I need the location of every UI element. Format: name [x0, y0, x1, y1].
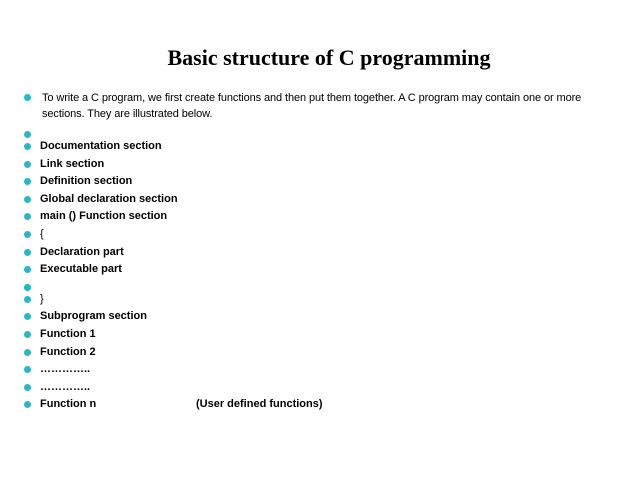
bullet-text: …………..: [40, 363, 91, 376]
bullet-text: Documentation section: [40, 140, 162, 152]
bullet-dot-icon: [24, 231, 31, 238]
bullet-text: main () Function section: [40, 210, 168, 223]
bullet-text: Global declaration section: [40, 192, 178, 205]
bullet-item-subprogram: [24, 308, 624, 326]
bullet-item-function-n: [24, 396, 624, 414]
bullet-dot-icon: [24, 331, 31, 338]
bullet-text: Function n: [40, 398, 97, 411]
bullet-text: Declaration part: [40, 245, 124, 258]
bullet-item-close-brace: [24, 291, 624, 309]
bullet-dot-icon: [24, 266, 31, 273]
bullet-dot-icon: [24, 143, 31, 150]
bullet-item-function-2: [24, 344, 624, 362]
slide-title: Basic structure of C programming: [167, 45, 491, 70]
bullet-dot-icon: [24, 296, 31, 303]
bullet-dot-icon: [24, 384, 31, 391]
bullet-item-link: [24, 156, 624, 174]
bullet-dot-icon: [24, 196, 31, 203]
bullet-item-function-1: [24, 326, 624, 344]
bullet-list: [24, 90, 624, 414]
bullet-dot-icon: [24, 401, 31, 408]
bullet-item-open-brace: [24, 226, 624, 244]
bullet-dot-icon: [24, 313, 31, 320]
bullet-dot-icon: [24, 178, 31, 185]
bullet-dot-icon: [24, 284, 31, 291]
bullet-text: Function 1: [40, 327, 96, 340]
bullet-dot-icon: [24, 366, 31, 373]
bullet-text: Subprogram section: [40, 310, 147, 323]
bullet-text: Definition section: [40, 175, 133, 188]
bullet-text: }: [40, 292, 44, 305]
bullet-text: Link section: [40, 157, 105, 170]
bullet-item-ellipsis: [24, 379, 624, 397]
intro-text: To write a C program, we first create functions and then put them together. A C program may contain one or more sections. They are illustrated below.: [42, 92, 582, 120]
user-defined-note: (User defined functions): [196, 398, 323, 411]
bullet-item-intro: [24, 90, 624, 126]
bullet-dot-icon: [24, 213, 31, 220]
bullet-text: Executable part: [40, 263, 122, 276]
bullet-text: {: [40, 227, 44, 240]
bullet-item-documentation: [24, 138, 624, 156]
bullet-dot-icon: [24, 349, 31, 356]
bullet-text: …………..: [40, 380, 91, 393]
bullet-item-ellipsis: [24, 361, 624, 379]
bullet-dot-icon: [24, 131, 31, 138]
bullet-item-global-declaration: [24, 191, 624, 209]
bullet-dot-icon: [24, 249, 31, 256]
bullet-item-main-function: [24, 208, 624, 226]
bullet-dot-icon: [24, 161, 31, 168]
bullet-item-executable-part: [24, 261, 624, 279]
bullet-item-declaration-part: [24, 244, 624, 262]
bullet-item-definition: [24, 173, 624, 191]
bullet-dot-icon: [24, 94, 31, 101]
bullet-text: Function 2: [40, 345, 96, 358]
